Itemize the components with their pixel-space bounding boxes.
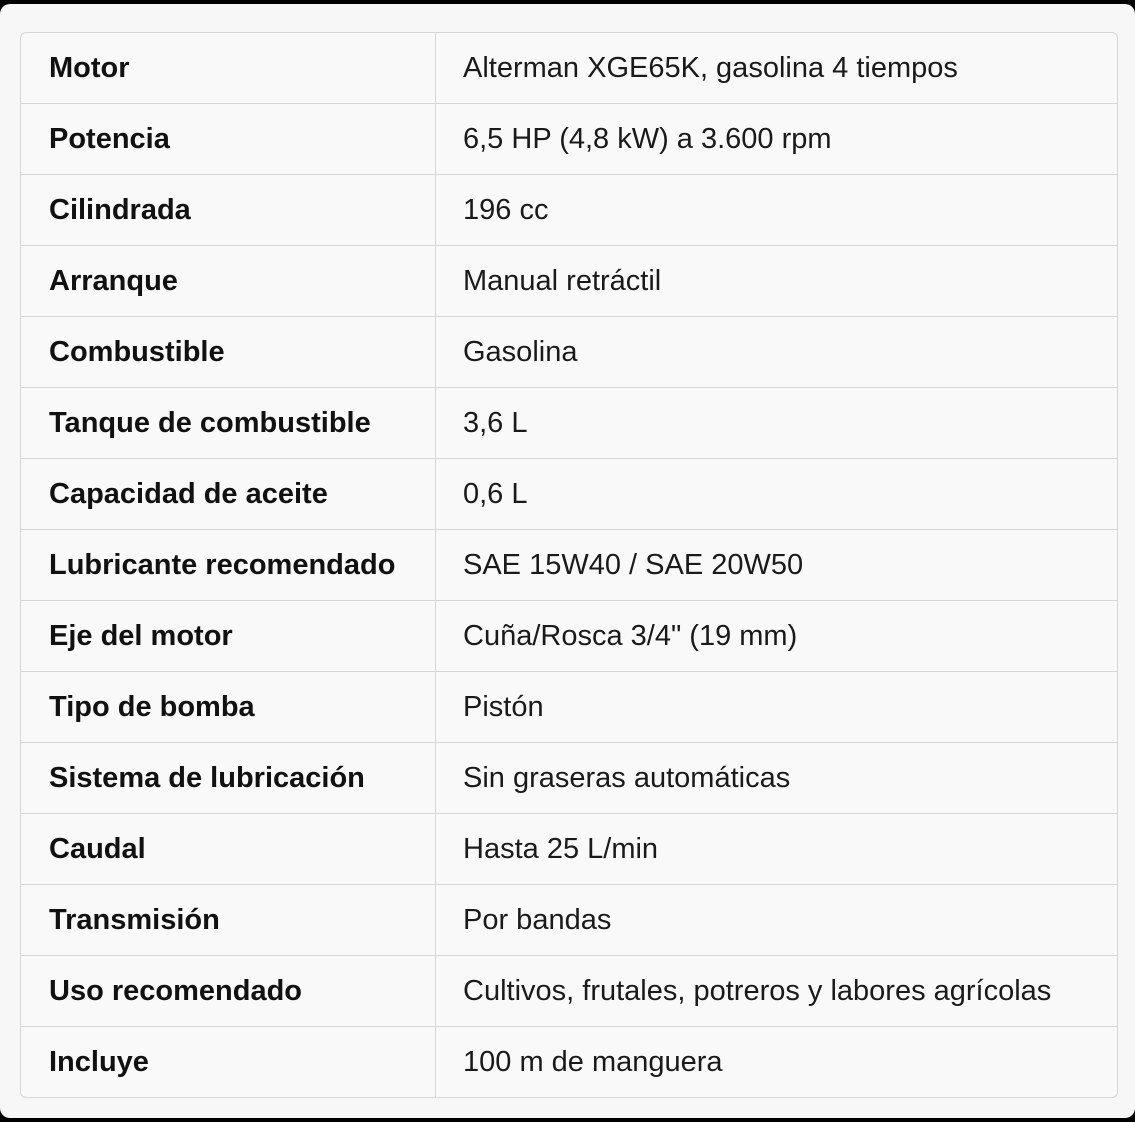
spec-value: 100 m de manguera xyxy=(463,1045,723,1078)
spec-value: 0,6 L xyxy=(463,477,528,510)
spec-label: Incluye xyxy=(21,1027,436,1097)
table-row xyxy=(21,33,1117,104)
table-row xyxy=(21,388,1117,459)
spec-label: Eje del motor xyxy=(21,601,436,671)
spec-label: Potencia xyxy=(21,104,436,174)
spec-label: Motor xyxy=(21,33,436,103)
table-row xyxy=(21,530,1117,601)
screenshot-frame xyxy=(0,4,1135,1118)
spec-value: Manual retráctil xyxy=(463,264,662,297)
table-row xyxy=(21,246,1117,317)
table-row xyxy=(21,317,1117,388)
spec-value: Por bandas xyxy=(463,903,612,936)
spec-value: Cuña/Rosca 3/4" (19 mm) xyxy=(463,619,798,652)
table-row xyxy=(21,1027,1117,1097)
spec-label: Tipo de bomba xyxy=(21,672,436,742)
spec-value: 3,6 L xyxy=(463,406,528,439)
spec-label: Transmisión xyxy=(21,885,436,955)
spec-label: Uso recomendado xyxy=(21,956,436,1026)
table-row xyxy=(21,743,1117,814)
spec-label: Sistema de lubricación xyxy=(21,743,436,813)
spec-label: Lubricante recomendado xyxy=(21,530,436,600)
table-row xyxy=(21,104,1117,175)
table-row xyxy=(21,601,1117,672)
spec-value: SAE 15W40 / SAE 20W50 xyxy=(463,548,804,581)
spec-label: Caudal xyxy=(21,814,436,884)
spec-table xyxy=(20,32,1118,1098)
spec-label: Tanque de combustible xyxy=(21,388,436,458)
spec-value: Alterman XGE65K, gasolina 4 tiempos xyxy=(463,51,958,84)
spec-value: Hasta 25 L/min xyxy=(463,832,659,865)
table-row xyxy=(21,814,1117,885)
spec-value: Pistón xyxy=(463,690,544,723)
spec-value: Sin graseras automáticas xyxy=(463,761,791,794)
spec-value: Gasolina xyxy=(463,335,578,368)
table-row xyxy=(21,885,1117,956)
spec-label: Capacidad de aceite xyxy=(21,459,436,529)
spec-label: Arranque xyxy=(21,246,436,316)
table-row xyxy=(21,956,1117,1027)
spec-value: 6,5 HP (4,8 kW) a 3.600 rpm xyxy=(463,122,832,155)
spec-value: Cultivos, frutales, potreros y labores agrícolas xyxy=(463,974,1052,1007)
spec-label: Combustible xyxy=(21,317,436,387)
spec-label: Cilindrada xyxy=(21,175,436,245)
table-row xyxy=(21,175,1117,246)
spec-value: 196 cc xyxy=(463,193,549,226)
table-row xyxy=(21,459,1117,530)
table-row xyxy=(21,672,1117,743)
